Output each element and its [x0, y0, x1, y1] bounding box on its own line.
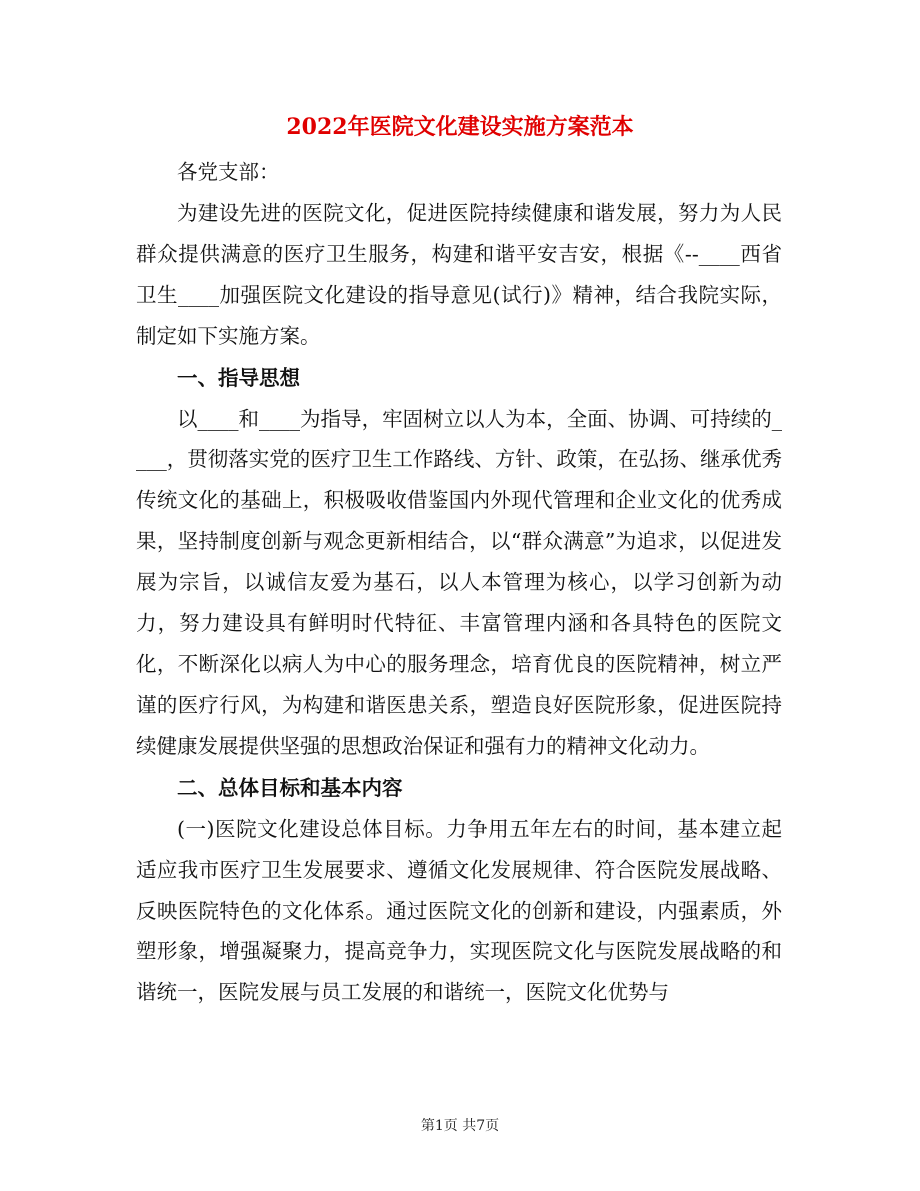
document-body: [136, 152, 782, 1013]
intro-paragraph: 为建设先进的医院文化，促进医院持续健康和谐发展，努力为人民群众提供满意的医疗卫生服务，构建和谐平安吉安，根据《--____西省卫生____加强医院文化建设的指导意见(试行)》精神，结合我院实际，制定如下实施方案。: [136, 200, 782, 348]
section-heading-guiding-ideology: 一、指导思想: [177, 365, 300, 390]
salutation: 各党支部：: [177, 160, 280, 184]
overall-goals-paragraph: (一)医院文化建设总体目标。力争用五年左右的时间，基本建立起适应我市医疗卫生发展要求、遵循文化发展规律、符合医院发展战略、反映医院特色的文化体系。通过医院文化的创新和建设，内强素质，外塑形象，增强凝聚力，提高竞争力，实现医院文化与医院发展战略的和谐统一，医院发展与员工发展的和谐统一，医院文化优势与: [136, 816, 782, 1005]
guiding-ideology-paragraph: 以____和____为指导，牢固树立以人为本，全面、协调、可持续的____，贯彻落实党的医疗卫生工作路线、方针、政策，在弘扬、继承优秀传统文化的基础上，积极吸收借鉴国内外现代管理和企业文化的优秀成果，坚持制度创新与观念更新相结合，以“群众满意”为追求，以促进发展为宗旨，以诚信友爱为基石，以人本管理为核心，以学习创新为动力，努力建设具有鲜明时代特征、丰富管理内涵和各具特色的医院文化，不断深化以病人为中心的服务理念，培育优良的医院精神，树立严谨的医疗行风，为构建和谐医患关系，塑造良好医院形象，促进医院持续健康发展提供坚强的思想政治保证和强有力的精神文化动力。: [136, 406, 782, 758]
section-heading-overall-goals: 二、总体目标和基本内容: [177, 775, 403, 800]
document-title: 2022年医院文化建设实施方案范本: [286, 114, 634, 140]
page-number: 第1页 共7页: [420, 1118, 500, 1134]
